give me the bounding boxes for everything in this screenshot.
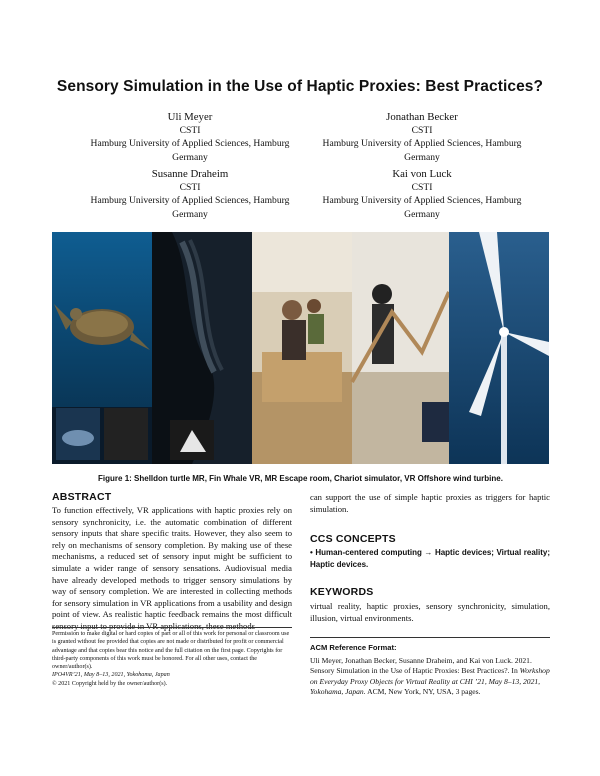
abstract-continued: can support the use of simple haptic proxies as triggers for haptic simulation. <box>310 492 550 514</box>
acm-ref-venue: Workshop on Everyday Proxy Objects for Virtual Reality at CHI ’21, May 8–13, 2021, Yokohama, Japan. <box>310 666 550 697</box>
acm-ref-authors: Uli Meyer, Jonathan Becker, Susanne Draheim, and Kai von Luck. 2021. <box>310 656 532 665</box>
acm-ref-title: Sensory Simulation in the Use of Haptic Proxies: Best Practices?. In <box>310 666 518 676</box>
author-country: Germany <box>404 208 440 220</box>
author-country: Germany <box>404 151 440 163</box>
author-institution: Hamburg University of Applied Sciences, Hamburg <box>90 195 290 207</box>
copyright-line: © 2021 Copyright held by the owner/author(s). <box>52 680 168 687</box>
acm-reference-text <box>310 656 550 698</box>
turtle-photo <box>52 232 152 464</box>
acm-ref-divider <box>310 637 550 638</box>
acm-ref-tail: ACM, New York, NY, USA, 3 pages. <box>367 687 481 697</box>
author-block-2 <box>292 110 552 164</box>
author-block-1 <box>60 110 320 164</box>
teaser-figure <box>52 232 549 464</box>
author-institution: Hamburg University of Applied Sciences, Hamburg <box>322 195 522 207</box>
keywords-text: virtual reality, haptic proxies, sensory synchronicity, simulation, illusion, virtual environments. <box>310 601 550 623</box>
author-block-4 <box>292 167 552 221</box>
acm-reference-heading: ACM Reference Format: <box>310 643 397 652</box>
escape-room-photo <box>252 232 352 464</box>
permission-text: Permission to make digital or hard copies of part or all of this work for personal or classroom use is granted without fee provided that copies are not made or distributed for profit or commercial advantage and that copies bear this notice and the full citation on the first page. Copyrights for third-party components of this work must be honored. For all other uses, contact the owner/author(s). <box>52 631 290 671</box>
author-dept: CSTI <box>411 125 433 136</box>
author-name: Susanne Draheim <box>151 168 229 180</box>
author-country: Germany <box>172 208 208 220</box>
chariot-simulator-photo <box>352 232 449 464</box>
author-block-3 <box>60 167 320 221</box>
figure-caption: Figure 1: Shelldon turtle MR, Fin Whale VR, MR Escape room, Chariot simulator, VR Offshore wind turbine. <box>98 474 503 483</box>
whale-photo <box>152 232 252 464</box>
venue-line: IPO4VR’21, May 8–13, 2021, Yokohama, Japan <box>52 672 170 679</box>
wind-turbine-photo <box>449 232 549 464</box>
abstract-text: To function effectively, VR applications with haptic proxies rely on sensory synchronicity, i.e. the automatic combination of different sensory inputs that share specific traits. However, they also seem to rely on mechanisms of sensory completion. By making use of these mechanisms, a reduced set of sensory input might be sufficient to simulate a wider range of sensory sensations. Audiovisual media have already developed methods to trigger sensory simulations by way of sensory completion. We are interested in collecting methods for sensory simulation in VR applications from a usability and design point of view. As realistic haptic feedback remains the most difficult sensory input to provide in VR applications, these methods <box>52 505 292 631</box>
author-name: Uli Meyer <box>167 111 213 123</box>
paper-title: Sensory Simulation in the Use of Haptic Proxies: Best Practices? <box>56 78 544 95</box>
keywords-heading: KEYWORDS <box>310 586 374 598</box>
author-name: Jonathan Becker <box>386 111 458 123</box>
author-institution: Hamburg University of Applied Sciences, Hamburg <box>322 138 522 150</box>
author-country: Germany <box>172 151 208 163</box>
author-dept: CSTI <box>411 182 433 193</box>
permission-notice <box>52 627 292 688</box>
author-institution: Hamburg University of Applied Sciences, Hamburg <box>90 138 290 150</box>
author-name: Kai von Luck <box>392 168 452 180</box>
abstract-heading: ABSTRACT <box>52 491 112 503</box>
author-dept: CSTI <box>179 182 201 193</box>
author-dept: CSTI <box>179 125 201 136</box>
ccs-heading: CCS CONCEPTS <box>310 533 396 545</box>
ccs-text: • Human-centered computing → Haptic devices; Virtual reality; Haptic devices. <box>310 548 550 569</box>
